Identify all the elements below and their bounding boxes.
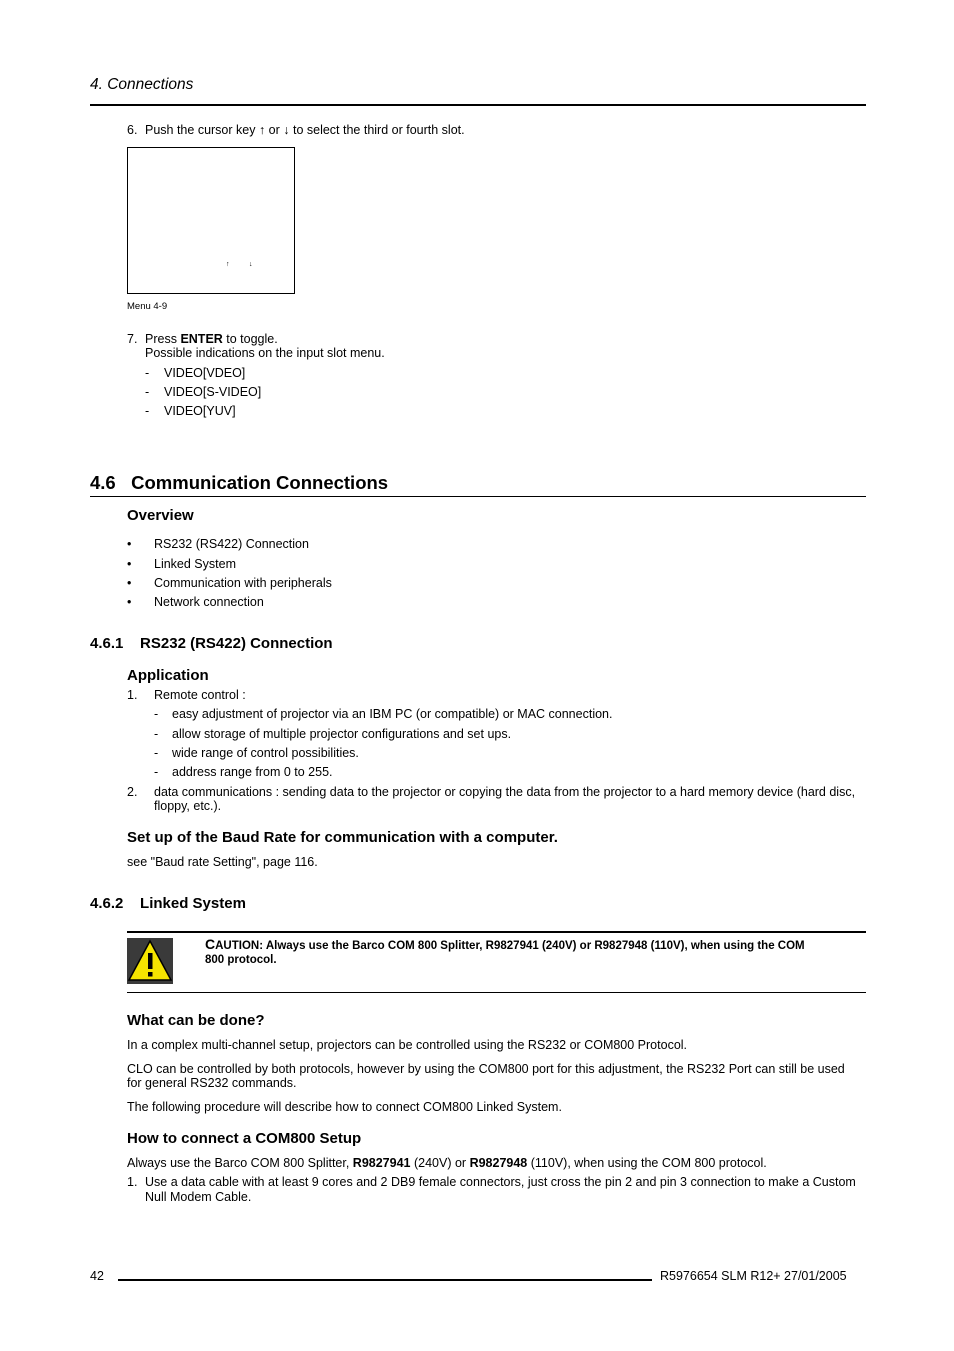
input-slot-option: VIDEO[YUV]: [164, 404, 236, 418]
menu-caption: Menu 4-9: [127, 301, 168, 312]
paragraph-line: for general RS232 commands.: [127, 1076, 297, 1090]
subsection-title: RS232 (RS422) Connection: [140, 635, 333, 652]
subsection-4-6-2-heading: [90, 895, 246, 912]
list-item-line: Use a data cable with at least 9 cores and 2 DB9 female connectors, just cross the pin 2 and pin 3 connection to make a Custom: [145, 1175, 856, 1189]
paragraph: In a complex multi-channel setup, projectors can be controlled using the RS232 or COM800 Protocol.: [127, 1038, 688, 1052]
how-to-connect-heading: How to connect a COM800 Setup: [127, 1130, 362, 1147]
subsection-title: Linked System: [140, 895, 246, 912]
dash: -: [154, 765, 159, 779]
dash: -: [154, 746, 159, 760]
section-number: 4.6: [90, 472, 116, 493]
step-6-text: Push the cursor key ↑ or ↓ to select the third or fourth slot.: [145, 123, 465, 137]
dash: -: [154, 727, 159, 741]
list-item-line: Null Modem Cable.: [145, 1190, 252, 1204]
caution-label-initial: C: [205, 936, 216, 952]
step-6-number: 6.: [127, 123, 138, 137]
paragraph: [127, 1156, 767, 1171]
document-reference: R5976654 SLM R12+ 27/01/2005: [660, 1269, 847, 1283]
text-run: Always use the Barco COM 800 Splitter,: [127, 1156, 353, 1170]
sub-list-item: wide range of control possibilities.: [172, 746, 359, 760]
bullet-icon: •: [127, 595, 132, 609]
enter-key-label: ENTER: [180, 332, 223, 346]
subsection-number: 4.6.2: [90, 895, 124, 912]
list-item: Remote control :: [154, 688, 246, 702]
baud-reference: see "Baud rate Setting", page 116.: [127, 855, 318, 869]
dash: -: [145, 366, 150, 380]
step-7-number: 7.: [127, 332, 138, 346]
list-item-line: floppy, etc.).: [154, 799, 222, 813]
input-slot-option: VIDEO[S-VIDEO]: [164, 385, 262, 399]
menu-figure: [127, 147, 295, 294]
text-run: (240V) or: [410, 1156, 470, 1170]
subsection-4-6-1-heading: [90, 635, 333, 652]
part-number: R9827948: [469, 1156, 528, 1170]
dash: -: [145, 404, 150, 418]
warning-icon: [127, 938, 173, 989]
overview-item: Network connection: [154, 595, 264, 609]
dash: -: [154, 707, 159, 721]
overview-item: Linked System: [154, 557, 236, 571]
part-number: R9827941: [352, 1156, 411, 1170]
caution-top-rule: [127, 931, 866, 933]
list-number: 2.: [127, 785, 138, 799]
paragraph-line: CLO can be controlled by both protocols, however by using the COM800 port for this adjustment, the RS232 Port can still be used: [127, 1062, 845, 1076]
overview-item: Communication with peripherals: [154, 576, 332, 590]
step-7-line2: Possible indications on the input slot menu.: [145, 346, 385, 360]
chapter-title: 4. Connections: [90, 76, 194, 93]
up-arrow-icon: ↑: [226, 261, 230, 268]
overview-item: RS232 (RS422) Connection: [154, 537, 309, 551]
caution-line2: 800 protocol.: [205, 954, 277, 966]
section-title: Communication Connections: [131, 472, 389, 493]
down-arrow-icon: ↓: [249, 261, 253, 268]
sub-list-item: address range from 0 to 255.: [172, 765, 333, 779]
bullet-icon: •: [127, 557, 132, 571]
baud-heading: Set up of the Baud Rate for communication with a computer.: [127, 829, 558, 846]
header-rule: [90, 104, 866, 106]
sub-list-item: allow storage of multiple projector configurations and set ups.: [172, 727, 512, 741]
step-7-pre: Press: [145, 332, 181, 346]
page-number: 42: [90, 1269, 104, 1283]
paragraph: The following procedure will describe how to connect COM800 Linked System.: [127, 1100, 562, 1114]
caution-text: [205, 937, 866, 954]
list-number: 1.: [127, 1175, 138, 1189]
overview-heading: Overview: [127, 507, 194, 524]
caution-line1: Always use the Barco COM 800 Splitter, R9827941 (240V) or R9827948 (110V), when using the COM: [265, 940, 805, 952]
footer-rule: [118, 1279, 652, 1281]
step-7-text: [145, 332, 278, 347]
list-number: 1.: [127, 688, 138, 702]
caution-label: AUTION:: [215, 940, 264, 952]
bullet-icon: •: [127, 537, 132, 551]
input-slot-option: VIDEO[VDEO]: [164, 366, 246, 380]
bullet-icon: •: [127, 576, 132, 590]
caution-bottom-rule: [127, 992, 866, 993]
dash: -: [145, 385, 150, 399]
subsection-number: 4.6.1: [90, 635, 124, 652]
section-rule: [90, 496, 866, 497]
list-item-line: data communications : sending data to the projector or copying the data from the projector to a hard memory device (hard disc,: [154, 785, 856, 799]
step-7-post: to toggle.: [222, 332, 278, 346]
application-heading: Application: [127, 667, 209, 684]
section-heading: [90, 472, 388, 494]
what-can-be-done-heading: What can be done?: [127, 1012, 265, 1029]
sub-list-item: easy adjustment of projector via an IBM PC (or compatible) or MAC connection.: [172, 707, 613, 721]
text-run: (110V), when using the COM 800 protocol.: [527, 1156, 767, 1170]
